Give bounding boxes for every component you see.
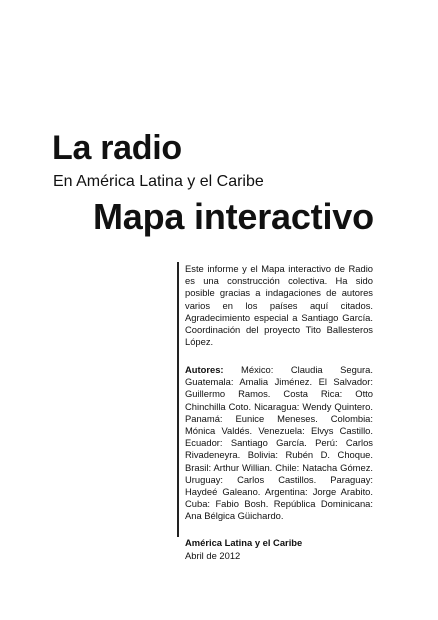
map-title: Mapa interactivo bbox=[93, 196, 374, 237]
footer-region: América Latina y el Caribe bbox=[185, 537, 303, 548]
document-subtitle: En América Latina y el Caribe bbox=[53, 173, 264, 190]
authors-label: Autores: bbox=[185, 364, 224, 375]
authors-paragraph bbox=[185, 364, 373, 523]
intro-paragraph: Este informe y el Mapa interactivo de Radio es una construcción colectiva. Ha sido posible gracias a indagaciones de autores varios en los países aquí citados. Agradecimiento especial a Santiago García. Coordinación del proyecto Tito Ballesteros López. bbox=[185, 263, 373, 348]
document-title: La radio bbox=[52, 129, 182, 167]
footer-date: Abril de 2012 bbox=[185, 550, 241, 561]
authors-list: México: Claudia Segura. Guatemala: Amalia Jiménez. El Salvador: Guillermo Ramos. Costa Rica: Otto Chinchilla Coto. Nicaragua: Wendy Quintero. Panamá: Eunice Meneses. Colombia: Mónica Valdés. Venezuela: Elvys Castillo. Ecuador: Santiago García. Perú: Carlos Rivadeneyra. Bolivia: Rubén D. Choque. Brasil: Arthur Willian. Chile: Natacha Gómez. Uruguay: Carlos Castillos. Paraguay: Haydeé Galeano. Argentina: Jorge Arabito. Cuba: Fabio Bosh. República Dominicana: Ana Bélgica Güichardo. bbox=[185, 364, 373, 522]
